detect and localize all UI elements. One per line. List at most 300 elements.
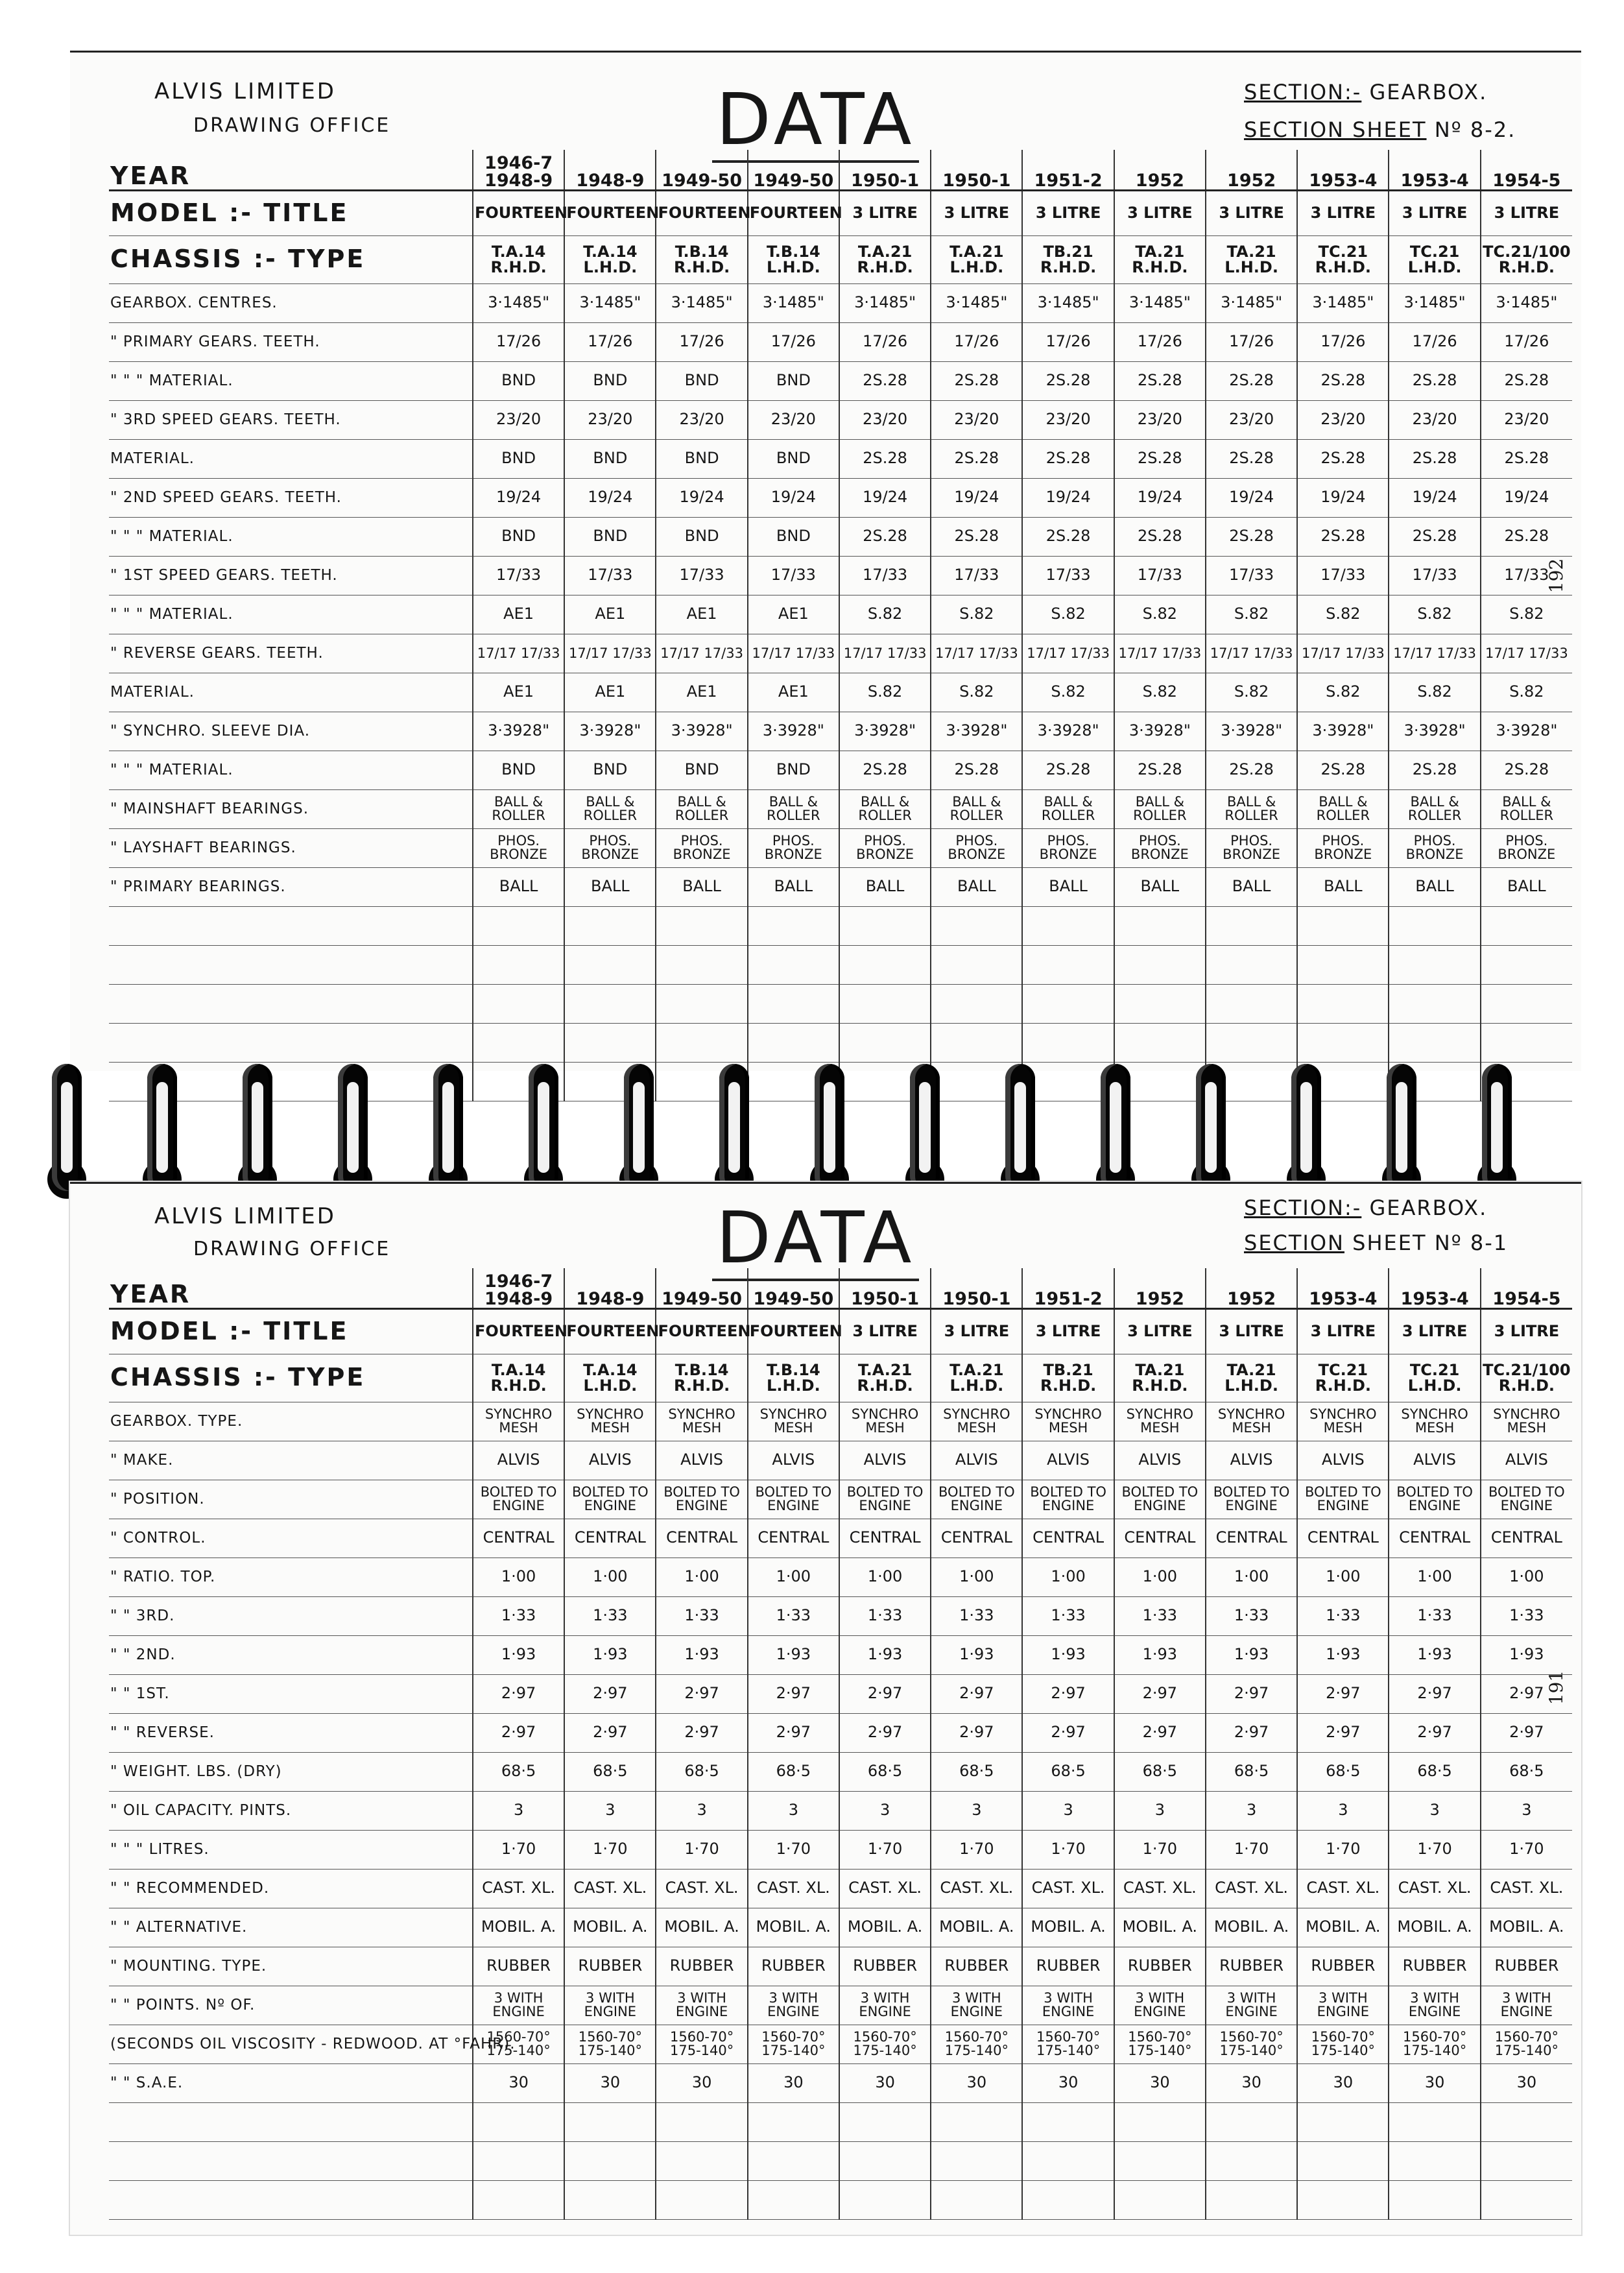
row-value: 19/24	[748, 478, 839, 517]
blank-cell	[1389, 2141, 1480, 2180]
row-value: 1·33	[473, 1596, 564, 1635]
row-value: 30	[1297, 2063, 1389, 2102]
row-value: 2·97	[473, 1674, 564, 1713]
row-value: 23/20	[1297, 400, 1389, 439]
row-value: AE1	[748, 673, 839, 712]
blank-cell	[473, 2141, 564, 2180]
row-value: 1560-70° 175-140°	[931, 2025, 1022, 2063]
row-value: 1·00	[1297, 1557, 1389, 1596]
row-label: " PRIMARY GEARS. TEETH.	[109, 322, 473, 361]
blank-row	[109, 2102, 1572, 2141]
row-value: AE1	[473, 595, 564, 634]
row-value: 17/26	[564, 322, 656, 361]
row-value: BALL	[1389, 867, 1480, 906]
row-value: 23/20	[656, 400, 747, 439]
row-value: SYNCHRO MESH	[1114, 1402, 1206, 1441]
row-value: 17/26	[1297, 322, 1389, 361]
sheet-title: DATA	[712, 84, 919, 163]
row-value: 68·5	[1206, 1752, 1297, 1791]
row-value: 30	[564, 2063, 656, 2102]
year-cell	[1389, 150, 1480, 190]
data-row	[109, 1441, 1572, 1480]
chassis-cell: T.A.14 R.H.D.	[473, 235, 564, 283]
year-cell	[1022, 150, 1114, 190]
blank-cell	[1114, 2141, 1206, 2180]
year-value: 1953-4	[1400, 1288, 1469, 1309]
row-value: 1·33	[748, 1596, 839, 1635]
blank-cell	[1389, 984, 1480, 1023]
row-value: 23/20	[931, 400, 1022, 439]
model-cell: 3 LITRE	[1297, 190, 1389, 235]
row-value: MOBIL. A.	[1206, 1908, 1297, 1947]
row-value: 17/17 17/33	[1022, 634, 1114, 673]
row-label: " " ALTERNATIVE.	[109, 1908, 473, 1947]
row-value: 3·3928"	[1297, 712, 1389, 751]
row-value: S.82	[839, 595, 931, 634]
row-value: PHOS. BRONZE	[839, 828, 931, 867]
model-cell: 3 LITRE	[1389, 190, 1480, 235]
row-value: BALL & ROLLER	[656, 789, 747, 828]
row-value: CENTRAL	[564, 1519, 656, 1557]
blank-cell	[1206, 2102, 1297, 2141]
blank-cell	[1206, 2141, 1297, 2180]
row-value: MOBIL. A.	[1481, 1908, 1572, 1947]
row-value: 1560-70° 175-140°	[1206, 2025, 1297, 2063]
row-value: 1560-70° 175-140°	[473, 2025, 564, 2063]
row-value: 30	[1389, 2063, 1480, 2102]
row-value: 17/33	[931, 556, 1022, 595]
row-value: 1·33	[931, 1596, 1022, 1635]
data-row	[109, 673, 1572, 712]
row-value: AE1	[748, 595, 839, 634]
data-row	[109, 556, 1572, 595]
blank-cell	[109, 2180, 473, 2219]
row-value: MOBIL. A.	[564, 1908, 656, 1947]
row-value: 3·3928"	[748, 712, 839, 751]
data-row	[109, 361, 1572, 400]
row-value: 17/33	[839, 556, 931, 595]
row-value: 2S.28	[1114, 517, 1206, 556]
year-cell	[473, 150, 564, 190]
row-value: 68·5	[839, 1752, 931, 1791]
blank-cell	[473, 945, 564, 984]
row-value: 1·00	[1114, 1557, 1206, 1596]
row-value: 1·33	[1297, 1596, 1389, 1635]
blank-cell	[1206, 2180, 1297, 2219]
row-label: " " REVERSE.	[109, 1713, 473, 1752]
data-row	[109, 1635, 1572, 1674]
row-value: 30	[1206, 2063, 1297, 2102]
blank-cell	[564, 2141, 656, 2180]
chassis-label: CHASSIS :- TYPE	[109, 1354, 473, 1402]
data-row	[109, 2063, 1572, 2102]
row-value: BND	[748, 517, 839, 556]
binding-ring	[624, 1064, 654, 1191]
model-cell: 3 LITRE	[1297, 1308, 1389, 1354]
row-value: 19/24	[931, 478, 1022, 517]
row-value: S.82	[1022, 595, 1114, 634]
row-value: 3·3928"	[839, 712, 931, 751]
chassis-cell: T.B.14 R.H.D.	[656, 1354, 747, 1402]
model-cell: FOURTEEN	[656, 190, 747, 235]
row-value: MOBIL. A.	[839, 1908, 931, 1947]
row-value: 1·70	[564, 1830, 656, 1869]
row-value: 2S.28	[1389, 439, 1480, 478]
row-value: 1·33	[564, 1596, 656, 1635]
row-value: PHOS. BRONZE	[1022, 828, 1114, 867]
row-value: BND	[564, 439, 656, 478]
row-value: 2·97	[839, 1713, 931, 1752]
data-row	[109, 751, 1572, 789]
row-value: 2·97	[1022, 1713, 1114, 1752]
blank-cell	[839, 906, 931, 945]
row-value: 1·00	[748, 1557, 839, 1596]
row-value: 2S.28	[1206, 751, 1297, 789]
data-row	[109, 478, 1572, 517]
blank-cell	[839, 1023, 931, 1062]
row-value: 2·97	[748, 1674, 839, 1713]
blank-cell	[1022, 945, 1114, 984]
row-value: 68·5	[748, 1752, 839, 1791]
row-value: 3·1485"	[1389, 283, 1480, 322]
blank-cell	[1389, 2102, 1480, 2141]
row-value: 3	[1114, 1791, 1206, 1830]
row-value: 30	[473, 2063, 564, 2102]
row-value: 3	[748, 1791, 839, 1830]
model-label: MODEL :- TITLE	[109, 190, 473, 235]
binding-ring	[1482, 1064, 1512, 1191]
row-value: SYNCHRO MESH	[748, 1402, 839, 1441]
section-sheet-number	[1244, 1231, 1508, 1255]
row-value: AE1	[473, 673, 564, 712]
row-value: 1·00	[1022, 1557, 1114, 1596]
row-value: 1·70	[656, 1830, 747, 1869]
row-value: 3 WITH ENGINE	[473, 1986, 564, 2025]
year-value: 1954-5	[1492, 170, 1561, 191]
year-value: 1953-4	[1309, 1288, 1378, 1309]
blank-cell	[1297, 984, 1389, 1023]
model-cell: 3 LITRE	[931, 190, 1022, 235]
row-value: 2S.28	[1481, 751, 1572, 789]
row-label: MATERIAL.	[109, 439, 473, 478]
row-value: 19/24	[1206, 478, 1297, 517]
year-cell	[931, 1268, 1022, 1308]
row-value: PHOS. BRONZE	[1206, 828, 1297, 867]
year-value: 1949-50	[662, 1288, 743, 1309]
sheet-no: SHEET Nº 8-1	[1352, 1231, 1509, 1255]
blank-cell	[1389, 2180, 1480, 2219]
year-cell	[839, 1268, 931, 1308]
model-cell: FOURTEEN	[656, 1308, 747, 1354]
row-value: 68·5	[473, 1752, 564, 1791]
year-row	[109, 1268, 1572, 1308]
row-value: 17/26	[1114, 322, 1206, 361]
row-value: BALL	[473, 867, 564, 906]
year-value: 1948-9	[576, 1288, 645, 1309]
row-value: BND	[748, 439, 839, 478]
row-value: 1·93	[839, 1635, 931, 1674]
chassis-row	[109, 235, 1572, 283]
data-row	[109, 1830, 1572, 1869]
year-cell	[748, 150, 839, 190]
year-cell	[1206, 150, 1297, 190]
year-cell	[1481, 1268, 1572, 1308]
row-value: MOBIL. A.	[931, 1908, 1022, 1947]
year-cell	[564, 150, 656, 190]
blank-cell	[748, 1023, 839, 1062]
row-value: 3·1485"	[1206, 283, 1297, 322]
model-cell: 3 LITRE	[1481, 1308, 1572, 1354]
year-cell	[564, 1268, 656, 1308]
row-label: GEARBOX. CENTRES.	[109, 283, 473, 322]
blank-cell	[748, 906, 839, 945]
row-value: 1·93	[1114, 1635, 1206, 1674]
row-value: 3·1485"	[1481, 283, 1572, 322]
row-value: PHOS. BRONZE	[564, 828, 656, 867]
sheet-label: SECTION SHEET	[1244, 117, 1427, 142]
row-value: 1·33	[1481, 1596, 1572, 1635]
row-value: 1·70	[839, 1830, 931, 1869]
binding-ring	[1291, 1064, 1321, 1191]
section-label: SECTION:-	[1244, 1196, 1362, 1220]
data-row	[109, 1519, 1572, 1557]
row-value: 17/33	[1481, 556, 1572, 595]
row-value: ALVIS	[656, 1441, 747, 1480]
row-value: 2S.28	[1389, 361, 1480, 400]
row-value: 2S.28	[1022, 361, 1114, 400]
blank-cell	[473, 906, 564, 945]
row-value: CAST. XL.	[931, 1869, 1022, 1908]
data-row	[109, 789, 1572, 828]
blank-cell	[1022, 984, 1114, 1023]
blank-cell	[1297, 945, 1389, 984]
blank-cell	[931, 945, 1022, 984]
row-value: 30	[1114, 2063, 1206, 2102]
row-value: MOBIL. A.	[1114, 1908, 1206, 1947]
row-value: 1·00	[1481, 1557, 1572, 1596]
model-cell: 3 LITRE	[1022, 190, 1114, 235]
row-value: BALL	[656, 867, 747, 906]
row-value: S.82	[839, 673, 931, 712]
data-row	[109, 1752, 1572, 1791]
row-value: 2·97	[931, 1674, 1022, 1713]
row-label: " " 3RD.	[109, 1596, 473, 1635]
blank-cell	[748, 984, 839, 1023]
row-label: " " " MATERIAL.	[109, 595, 473, 634]
row-value: CENTRAL	[839, 1519, 931, 1557]
row-value: 23/20	[748, 400, 839, 439]
binding-ring	[815, 1064, 844, 1191]
row-label: " RATIO. TOP.	[109, 1557, 473, 1596]
row-value: 30	[1022, 2063, 1114, 2102]
section-value: GEARBOX.	[1369, 1196, 1488, 1220]
row-value: 2S.28	[1114, 751, 1206, 789]
row-value: 2S.28	[1297, 517, 1389, 556]
row-value: 3·1485"	[1297, 283, 1389, 322]
row-value: 17/33	[1206, 556, 1297, 595]
chassis-cell: TA.21 R.H.D.	[1114, 235, 1206, 283]
row-value: 23/20	[1206, 400, 1297, 439]
row-value: 1·93	[1206, 1635, 1297, 1674]
row-value: RUBBER	[931, 1947, 1022, 1986]
row-value: SYNCHRO MESH	[1297, 1402, 1389, 1441]
binding-ring	[529, 1064, 558, 1191]
blank-cell	[748, 945, 839, 984]
model-cell: 3 LITRE	[1114, 1308, 1206, 1354]
blank-cell	[1481, 984, 1572, 1023]
data-row	[109, 595, 1572, 634]
row-value: BOLTED TO ENGINE	[1297, 1480, 1389, 1519]
row-value: SYNCHRO MESH	[1389, 1402, 1480, 1441]
row-value: RUBBER	[656, 1947, 747, 1986]
row-value: 1·93	[748, 1635, 839, 1674]
row-value: 23/20	[1481, 400, 1572, 439]
row-value: ALVIS	[748, 1441, 839, 1480]
row-label: " " " MATERIAL.	[109, 517, 473, 556]
gearbox-data-table-8-1	[109, 1268, 1572, 2220]
row-value: PHOS. BRONZE	[1389, 828, 1480, 867]
blank-cell	[656, 906, 747, 945]
data-row	[109, 439, 1572, 478]
data-row	[109, 283, 1572, 322]
row-value: 17/17 17/33	[1114, 634, 1206, 673]
row-label: " PRIMARY BEARINGS.	[109, 867, 473, 906]
row-label: " " POINTS. Nº OF.	[109, 1986, 473, 2025]
row-value: 3·3928"	[473, 712, 564, 751]
row-value: 2·97	[1481, 1674, 1572, 1713]
blank-cell	[656, 2141, 747, 2180]
row-value: 17/26	[1206, 322, 1297, 361]
row-value: 1·33	[1022, 1596, 1114, 1635]
chassis-cell: T.A.21 R.H.D.	[839, 235, 931, 283]
data-row	[109, 517, 1572, 556]
row-value: BALL & ROLLER	[748, 789, 839, 828]
row-value: CAST. XL.	[1022, 1869, 1114, 1908]
model-row	[109, 1308, 1572, 1354]
year-cell	[1389, 1268, 1480, 1308]
row-value: 2S.28	[839, 751, 931, 789]
row-value: ALVIS	[1114, 1441, 1206, 1480]
row-label: " " 2ND.	[109, 1635, 473, 1674]
row-value: BND	[473, 751, 564, 789]
row-value: 19/24	[839, 478, 931, 517]
row-value: MOBIL. A.	[656, 1908, 747, 1947]
page-number: 192	[1545, 558, 1567, 594]
binding-ring	[52, 1064, 82, 1191]
row-value: SYNCHRO MESH	[1022, 1402, 1114, 1441]
row-value: 17/26	[931, 322, 1022, 361]
section-heading	[1244, 1196, 1487, 1220]
row-value: 2S.28	[1481, 439, 1572, 478]
row-value: BND	[656, 751, 747, 789]
row-value: 2·97	[656, 1713, 747, 1752]
row-value: 19/24	[1389, 478, 1480, 517]
row-value: CAST. XL.	[1481, 1869, 1572, 1908]
row-value: 17/33	[564, 556, 656, 595]
row-value: 2S.28	[1389, 517, 1480, 556]
row-value: BOLTED TO ENGINE	[1114, 1480, 1206, 1519]
row-value: 17/17 17/33	[839, 634, 931, 673]
data-row	[109, 867, 1572, 906]
row-value: 1·70	[1389, 1830, 1480, 1869]
row-value: 2S.28	[839, 361, 931, 400]
row-value: 1560-70° 175-140°	[1022, 2025, 1114, 2063]
blank-cell	[1389, 906, 1480, 945]
row-value: BOLTED TO ENGINE	[656, 1480, 747, 1519]
binding-ring	[338, 1064, 368, 1191]
row-value: 1·33	[1206, 1596, 1297, 1635]
row-value: 17/33	[1022, 556, 1114, 595]
row-value: 2·97	[564, 1713, 656, 1752]
row-value: BALL & ROLLER	[564, 789, 656, 828]
year-cell	[1022, 1268, 1114, 1308]
blank-cell	[931, 2102, 1022, 2141]
row-value: PHOS. BRONZE	[931, 828, 1022, 867]
row-value: RUBBER	[564, 1947, 656, 1986]
row-value: 1·70	[1022, 1830, 1114, 1869]
row-value: 3 WITH ENGINE	[1114, 1986, 1206, 2025]
year-cell	[931, 150, 1022, 190]
row-value: RUBBER	[1206, 1947, 1297, 1986]
sheet-title: DATA	[712, 1202, 919, 1281]
sheet-label: SECTION	[1244, 1231, 1344, 1255]
row-label: " 1ST SPEED GEARS. TEETH.	[109, 556, 473, 595]
row-value: S.82	[1297, 595, 1389, 634]
blank-cell	[1114, 2180, 1206, 2219]
row-value: 2·97	[1297, 1674, 1389, 1713]
row-value: 19/24	[473, 478, 564, 517]
row-value: 19/24	[564, 478, 656, 517]
row-value: 1560-70° 175-140°	[656, 2025, 747, 2063]
blank-cell	[656, 2180, 747, 2219]
blank-cell	[1022, 2141, 1114, 2180]
data-row	[109, 322, 1572, 361]
row-value: ALVIS	[564, 1441, 656, 1480]
blank-cell	[748, 2180, 839, 2219]
row-value: 2·97	[839, 1674, 931, 1713]
row-value: 2S.28	[1481, 361, 1572, 400]
chassis-cell: T.A.21 L.H.D.	[931, 1354, 1022, 1402]
chassis-label: CHASSIS :- TYPE	[109, 235, 473, 283]
section-label: SECTION:-	[1244, 80, 1362, 104]
row-value: 30	[656, 2063, 747, 2102]
model-cell: 3 LITRE	[1206, 1308, 1297, 1354]
row-value: 1560-70° 175-140°	[1389, 2025, 1480, 2063]
row-value: 2·97	[1206, 1713, 1297, 1752]
blank-cell	[1389, 945, 1480, 984]
row-value: 3·3928"	[931, 712, 1022, 751]
row-label: " " " MATERIAL.	[109, 361, 473, 400]
row-value: 19/24	[1297, 478, 1389, 517]
blank-cell	[1114, 945, 1206, 984]
blank-cell	[109, 1023, 473, 1062]
row-value: 2·97	[748, 1713, 839, 1752]
year-row	[109, 150, 1572, 190]
blank-cell	[656, 2102, 747, 2141]
chassis-cell: T.A.14 L.H.D.	[564, 235, 656, 283]
year-cell	[1206, 1268, 1297, 1308]
blank-cell	[1481, 1023, 1572, 1062]
row-value: 23/20	[839, 400, 931, 439]
row-value: BALL	[1206, 867, 1297, 906]
row-value: 2S.28	[931, 517, 1022, 556]
data-row	[109, 2025, 1572, 2063]
year-cell	[1114, 1268, 1206, 1308]
year-cell	[656, 1268, 747, 1308]
row-value: AE1	[564, 595, 656, 634]
year-value: 1948-9	[576, 170, 645, 191]
row-value: S.82	[1389, 673, 1480, 712]
